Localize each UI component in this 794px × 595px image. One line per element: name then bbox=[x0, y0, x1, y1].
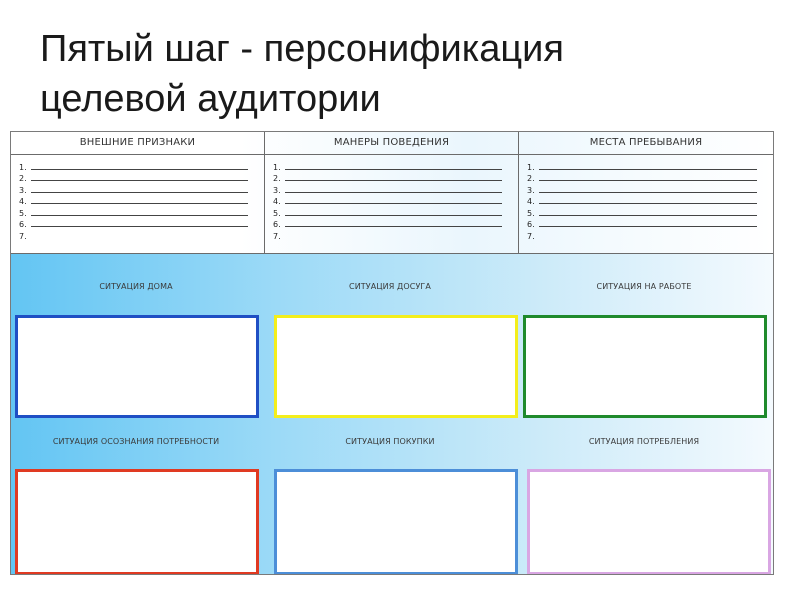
list-item[interactable]: 1. bbox=[273, 160, 512, 172]
list-item[interactable]: 3. bbox=[273, 183, 512, 195]
list-item[interactable]: 1. bbox=[527, 160, 767, 172]
list-item[interactable]: 5. bbox=[19, 206, 258, 218]
list-item[interactable]: 7. bbox=[19, 231, 27, 241]
list-item[interactable]: 3. bbox=[527, 183, 767, 195]
list-item[interactable]: 2. bbox=[19, 172, 258, 184]
situation-home-box[interactable] bbox=[15, 315, 259, 418]
list-item[interactable]: 2. bbox=[273, 172, 512, 184]
situation-leisure-label: СИТУАЦИЯ ДОСУГА bbox=[349, 282, 431, 291]
situation-work-box[interactable] bbox=[523, 315, 767, 418]
column-places bbox=[519, 132, 773, 253]
list-item[interactable]: 4. bbox=[19, 195, 258, 207]
list-item[interactable]: 2. bbox=[527, 172, 767, 184]
situation-home-label: СИТУАЦИЯ ДОМА bbox=[99, 282, 173, 291]
list-item[interactable]: 5. bbox=[273, 206, 512, 218]
column-behavior-manners bbox=[265, 132, 519, 253]
situation-work-label: СИТУАЦИЯ НА РАБОТЕ bbox=[596, 282, 692, 291]
slide-title-line-1: Пятый шаг - персонификация bbox=[40, 28, 564, 70]
situation-need-label: СИТУАЦИЯ ОСОЗНАНИЯ ПОТРЕБНОСТИ bbox=[52, 437, 220, 446]
persona-worksheet bbox=[10, 131, 774, 575]
list-item[interactable]: 6. bbox=[527, 218, 767, 230]
slide-title bbox=[40, 24, 760, 124]
column-external-features bbox=[11, 132, 265, 253]
situation-consumption-box[interactable] bbox=[527, 469, 771, 575]
list-item[interactable]: 6. bbox=[273, 218, 512, 230]
list-item[interactable]: 4. bbox=[527, 195, 767, 207]
situation-consumption-label: СИТУАЦИЯ ПОТРЕБЛЕНИЯ bbox=[588, 437, 700, 446]
situation-purchase-label: СИТУАЦИЯ ПОКУПКИ bbox=[345, 437, 435, 446]
list-item[interactable]: 3. bbox=[19, 183, 258, 195]
table-divider bbox=[11, 253, 773, 254]
column-header: МАНЕРЫ ПОВЕДЕНИЯ bbox=[265, 132, 518, 155]
list-item[interactable]: 5. bbox=[527, 206, 767, 218]
list-item[interactable]: 7. bbox=[273, 231, 281, 241]
situation-need-box[interactable] bbox=[15, 469, 259, 575]
situation-purchase-box[interactable] bbox=[274, 469, 518, 575]
column-header: МЕСТА ПРЕБЫВАНИЯ bbox=[519, 132, 773, 155]
slide-title-line-2: целевой аудитории bbox=[40, 78, 381, 120]
list-item[interactable]: 6. bbox=[19, 218, 258, 230]
column-header: ВНЕШНИЕ ПРИЗНАКИ bbox=[11, 132, 264, 155]
attributes-table bbox=[11, 132, 773, 253]
situation-leisure-box[interactable] bbox=[274, 315, 518, 418]
list-item[interactable]: 4. bbox=[273, 195, 512, 207]
list-item[interactable]: 1. bbox=[19, 160, 258, 172]
list-item[interactable]: 7. bbox=[527, 231, 535, 241]
